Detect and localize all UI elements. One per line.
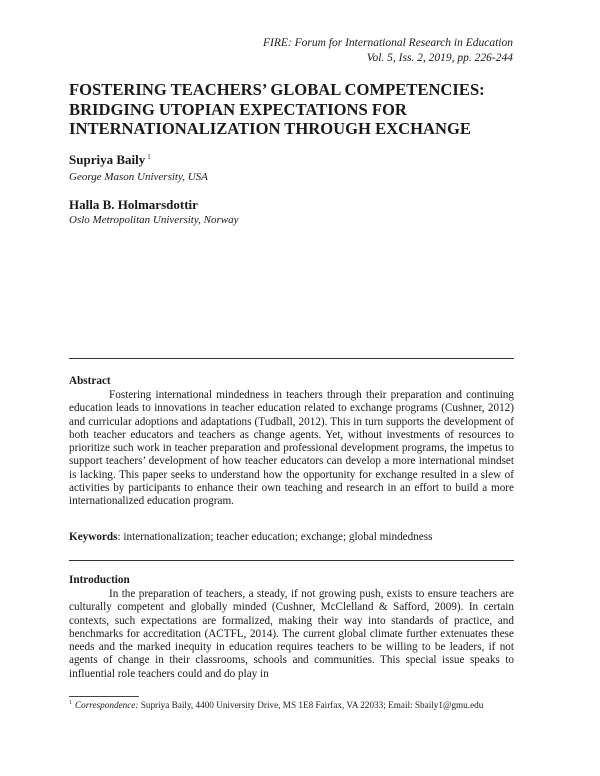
footnote-marker: 1 (69, 700, 72, 706)
journal-header (213, 36, 513, 66)
paper-title: FOSTERING TEACHERS’ GLOBAL COMPETENCIES: BRIDGING UTOPIAN EXPECTATIONS FOR INTERNATIONALIZATION THROUGH EXCHANGE (69, 80, 485, 138)
introduction-text: In the preparation of teachers, a steady, if not growing push, exists to ensure teachers are culturally competent and globally minded (Cushner, McClelland & Safford, 2009). In certain contexts, such expectations are formalized, making their way into standards of practice, and benchmarks for accreditation (ACTFL, 2014). The current global climate further extenuates these needs and the marked inequity in education requires teachers to be willing to be leaders, if not agents of change in their classrooms, schools and communities. This special issue speaks to influential role teachers could and do play in (69, 588, 514, 680)
keywords-text: : internationalization; teacher education; exchange; global mindedness (117, 531, 433, 543)
keywords-label: Keywords (69, 531, 118, 543)
keywords (69, 531, 514, 543)
author-affiliation-1: George Mason University, USA (69, 171, 208, 183)
introduction-heading: Introduction (69, 574, 130, 586)
abstract-heading: Abstract (69, 375, 111, 387)
section-divider (69, 358, 514, 359)
author-affiliation-2: Oslo Metropolitan University, Norway (69, 214, 239, 226)
section-divider (69, 560, 514, 561)
footnote-label: Correspondence: (75, 700, 139, 711)
journal-name: FIRE: Forum for International Research in Education (263, 37, 513, 49)
author-name-2: Halla B. Holmarsdottir (69, 197, 198, 212)
footnote-text: Supriya Baily, 4400 University Drive, MS 1E8 Fairfax, VA 22033; Email: Sbaily1@gmu.edu (138, 700, 484, 711)
journal-volume: Vol. 5, Iss. 2, 2019, pp. 226-244 (366, 52, 513, 64)
footnote-divider (69, 696, 139, 697)
footnote (69, 700, 529, 710)
abstract-text: Fostering international mindedness in teachers through their preparation and continuing education leads to innovations in teacher education related to exchange programs (Cushner, 2012) and curricular adoptions and adaptations (Tudball, 2012). This in turn supports the development of both teacher educators and teachers as change agents. Yet, without investments of resources to prioritize such work in teacher preparation and professional development programs, the impetus to support teachers’ development of how teacher educators can develop a more international mindset is lacking. This paper seeks to understand how the opportunity for exchange resulted in a slew of activities by participants to enhance their own teaching and research in an effort to build a more internationalized education program. (69, 389, 514, 508)
author-name-1: Supriya Baily $^1$ (69, 152, 151, 167)
footnote-marker: 1 (147, 152, 151, 161)
